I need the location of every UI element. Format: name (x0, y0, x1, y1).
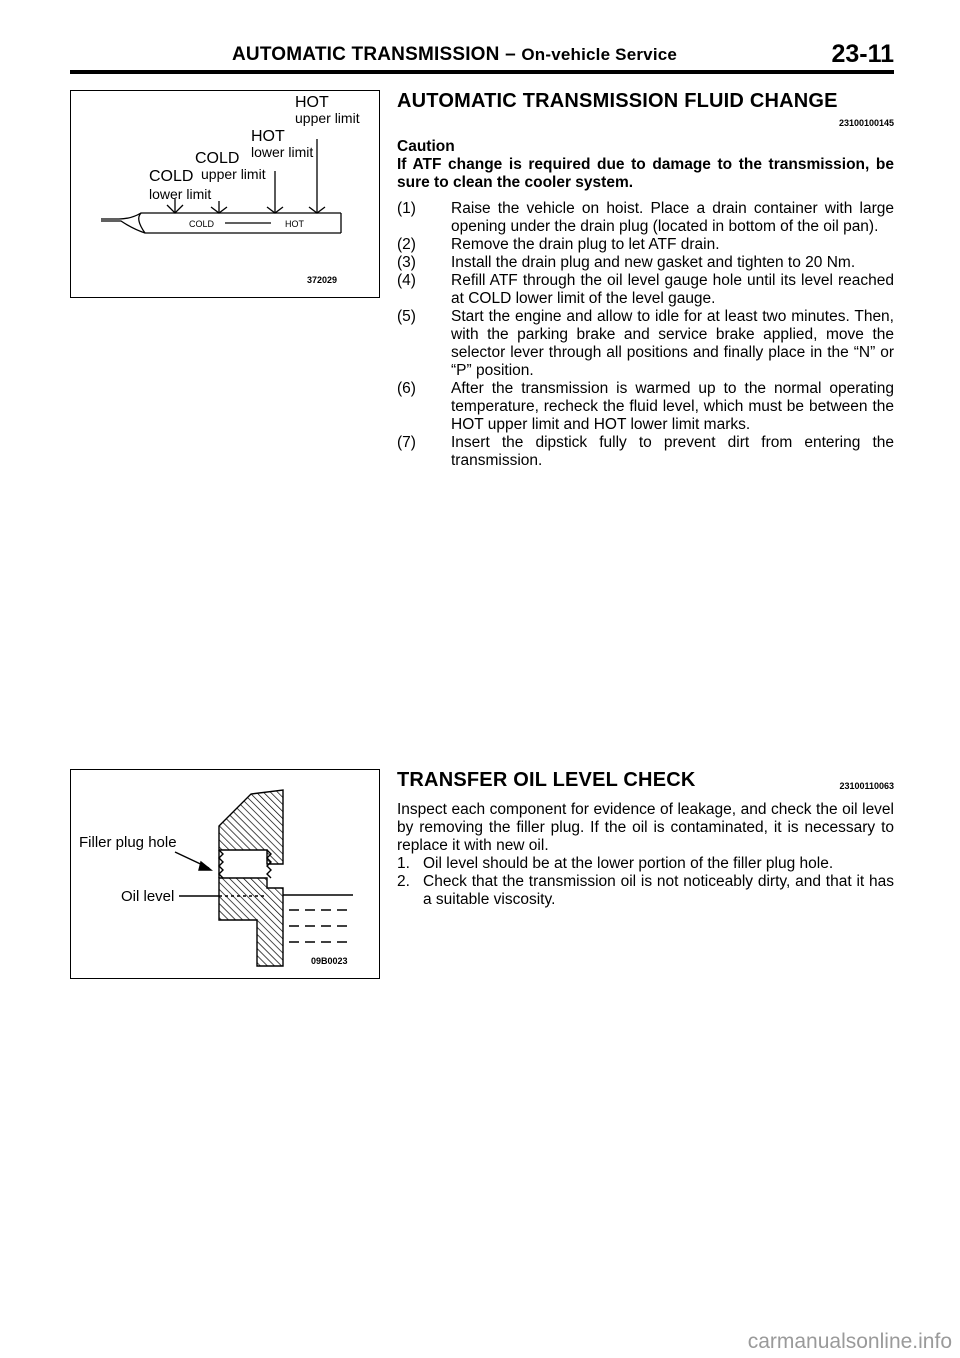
oil-level-label: Oil level (121, 888, 175, 905)
check-item (397, 873, 894, 909)
step-item (397, 434, 894, 470)
step-item (397, 200, 894, 236)
dipstick-figure (70, 90, 380, 298)
step-item (397, 380, 894, 434)
watermark: carmanualsonline.info (747, 1330, 952, 1353)
check-item (397, 855, 894, 873)
step-text: Insert the dipstick fully to prevent dirt from entering the transmission. (451, 434, 894, 469)
hot-upper-label: HOT (295, 94, 329, 111)
transfer-check-code: 23100110063 (839, 781, 894, 791)
cold-upper-sub: upper limit (201, 166, 266, 182)
step-text: Remove the drain plug to let ATF drain. (451, 236, 720, 253)
section-main: AUTOMATIC TRANSMISSION (232, 44, 500, 65)
fluid-change-section (397, 90, 894, 470)
cold-upper-label: COLD (195, 150, 240, 167)
header-rule (70, 70, 894, 74)
step-number: (5) (397, 308, 416, 325)
step-item (397, 254, 894, 272)
hot-lower-label: HOT (251, 128, 285, 145)
figure-code: 372029 (307, 275, 338, 285)
transfer-check-title: TRANSFER OIL LEVEL CHECK (397, 769, 696, 791)
stick-hot-mark: HOT (285, 219, 304, 229)
section-sub: On-vehicle Service (521, 45, 678, 64)
filler-plug-illustration (71, 770, 379, 978)
fluid-change-title: AUTOMATIC TRANSMISSION FLUID CHANGE (397, 90, 838, 112)
step-number: (1) (397, 200, 416, 217)
stick-cold-mark: COLD (189, 219, 215, 229)
transfer-title-row (397, 769, 894, 791)
procedure-steps (397, 200, 894, 470)
filler-plug-hole-label: Filler plug hole (79, 834, 177, 851)
hot-lower-sub: lower limit (251, 144, 314, 160)
page-number: 23-11 (831, 40, 894, 68)
step-text: Start the engine and allow to idle for at least two minutes. Then, with the parking brake and service brake applied, move the selector lever through all positions and finally place in the “N” or “P” position. (451, 308, 894, 379)
check-number: 1. (397, 855, 410, 872)
fluid-change-code: 23100100145 (838, 118, 894, 128)
step-text: After the transmission is warmed up to the normal operating temperature, recheck the fluid level, which must be between the HOT upper limit and HOT lower limit marks. (451, 380, 894, 433)
step-item (397, 236, 894, 254)
step-item (397, 308, 894, 380)
section-title (232, 44, 677, 66)
hot-upper-sub: upper limit (295, 110, 360, 126)
transfer-check-section (397, 769, 894, 909)
section-dash: – (499, 44, 522, 65)
step-number: (6) (397, 380, 416, 397)
figure-code: 09B0023 (311, 956, 348, 966)
page-header (70, 40, 894, 72)
step-number: (2) (397, 236, 416, 253)
transfer-check-list (397, 855, 894, 909)
step-text: Raise the vehicle on hoist. Place a drain container with large opening under the drain plug (located in bottom of the oil pan). (451, 200, 894, 235)
check-number: 2. (397, 873, 410, 890)
transfer-intro: Inspect each component for evidence of leakage, and check the oil level by removing the filler plug. If the oil is contaminated, it is necessary to replace it with new oil. (397, 801, 894, 854)
step-number: (4) (397, 272, 416, 289)
step-number: (7) (397, 434, 416, 451)
step-item (397, 272, 894, 308)
caution-title: Caution (397, 138, 455, 155)
cold-lower-label: COLD (149, 168, 194, 185)
step-text: Install the drain plug and new gasket and tighten to 20 Nm. (451, 254, 856, 271)
filler-plug-figure (70, 769, 380, 979)
step-number: (3) (397, 254, 416, 271)
caution-text: If ATF change is required due to damage to the transmission, be sure to clean the cooler system. (397, 156, 894, 191)
check-text: Check that the transmission oil is not noticeably dirty, and that it has a suitable viscosity. (423, 873, 894, 908)
check-text: Oil level should be at the lower portion of the filler plug hole. (423, 855, 834, 872)
step-text: Refill ATF through the oil level gauge hole until its level reached at COLD lower limit of the level gauge. (451, 272, 894, 307)
cold-lower-sub: lower limit (149, 186, 212, 202)
